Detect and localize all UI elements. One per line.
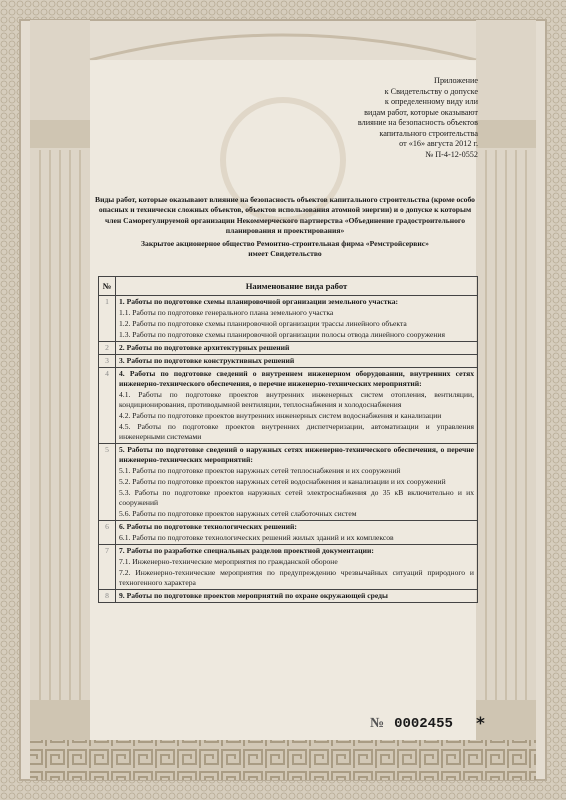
has-certificate: имеет Свидетельство — [248, 249, 322, 259]
row-number: 8 — [99, 590, 116, 603]
work-type-title: 7. Работы по разработке специальных разделов проектной документации: — [119, 546, 374, 555]
table-row — [99, 368, 478, 444]
table-row — [99, 590, 478, 603]
table-row — [99, 355, 478, 368]
appendix-note — [278, 76, 478, 160]
table-body — [99, 296, 478, 603]
row-content — [116, 355, 478, 368]
work-type-title: 1. Работы по подготовке схемы планировочной организации земельного участка: — [119, 297, 399, 306]
row-number: 2 — [99, 342, 116, 355]
document-heading — [95, 195, 475, 259]
appendix-line: видам работ, которые оказывают — [364, 107, 478, 117]
work-subtype: 7.1. Инженерно-технические мероприятия по гражданской обороне — [119, 557, 338, 566]
work-subtype: 5.6. Работы по подготовке проектов наружных сетей слаботочных систем — [119, 509, 357, 518]
appendix-line: Приложение — [434, 76, 478, 85]
row-content — [116, 444, 478, 521]
work-subtype: 4.5. Работы по подготовке проектов внутренних диспетчеризации, автоматизации и управления инженерными системами — [119, 422, 474, 441]
work-subtype: 1.2. Работы по подготовке схемы планировочной организации трассы линейного объекта — [119, 319, 407, 328]
column-header-number: № — [99, 277, 116, 296]
serial-number — [370, 716, 453, 732]
work-subtype: 4.1. Работы по подготовке проектов внутренних инженерных систем отопления, вентиляции, кондиционирования, противодымной вентиляции, теплоснабжения и холодоснабжения — [119, 390, 474, 409]
work-subtype: 5.1. Работы по подготовке проектов наружных сетей теплоснабжения и их сооружений — [119, 466, 401, 475]
work-type-title: 6. Работы по подготовке технологических решений: — [119, 522, 297, 531]
number-sign: № — [370, 716, 385, 731]
appendix-line: капитального строительства — [379, 128, 478, 138]
work-subtype: 1.1. Работы по подготовке генерального плана земельного участка — [119, 308, 334, 317]
table-row — [99, 545, 478, 590]
appendix-line: к определенному виду или — [384, 97, 478, 106]
column-header-name: Наименование вида работ — [116, 277, 478, 296]
work-type-title: 4. Работы по подготовке сведений о внутреннем инженерном оборудовании, внутренних сетях инженерно-технического обеспечения, о перечне инженерно-технических мероприятий: — [119, 369, 474, 388]
asterisk-mark: * — [476, 714, 485, 734]
row-content — [116, 368, 478, 444]
row-content — [116, 521, 478, 545]
row-number: 5 — [99, 444, 116, 521]
company-name: Закрытое акционерное общество Ремонтно-строительная фирма «Ремстройсервис» — [141, 238, 429, 248]
row-content — [116, 296, 478, 342]
work-subtype: 4.2. Работы по подготовке проектов внутренних инженерных систем водоснабжения и канализации — [119, 411, 442, 420]
serial-value: 0002455 — [394, 716, 453, 732]
work-subtype: 7.2. Инженерно-технические мероприятия по предупреждению чрезвычайных ситуаций природного и техногенного характера — [119, 568, 474, 587]
row-content — [116, 342, 478, 355]
table-row — [99, 296, 478, 342]
table-row — [99, 342, 478, 355]
appendix-line: влияние на безопасность объектов — [357, 118, 478, 127]
work-subtype: 6.1. Работы по подготовке технологических решений жилых зданий и их комплексов — [119, 533, 394, 542]
work-type-title: 3. Работы по подготовке конструктивных решений — [119, 356, 295, 365]
heading-text: Виды работ, которые оказывают влияние на безопасность объектов капитального строительства (кроме особо опасных и технически сложных объектов, объектов использования атомной энергии) и о допуске к которым член Саморегулируемой организации Некоммерческого партнерства «Объединение градостроительного планирования и проектирования» — [95, 195, 475, 236]
row-number: 3 — [99, 355, 116, 368]
row-number: 7 — [99, 545, 116, 590]
work-subtype: 1.3. Работы по подготовке схемы планировочной организации полосы отвода линейного сооружения — [119, 330, 445, 339]
appendix-line: к Свидетельству о допуске — [384, 86, 478, 96]
work-subtype: 5.3. Работы по подготовке проектов наружных сетей электроснабжения до 35 кВ включительно и их сооружений — [119, 488, 474, 507]
table-row — [99, 521, 478, 545]
appendix-number: № П-4-12-0552 — [425, 149, 478, 159]
row-content — [116, 545, 478, 590]
work-type-title: 9. Работы по подготовке проектов мероприятий по охране окружающей среды — [119, 591, 388, 600]
works-table — [98, 276, 478, 603]
table-header-row — [99, 277, 478, 296]
table-row — [99, 444, 478, 521]
row-number: 4 — [99, 368, 116, 444]
work-type-title: 5. Работы по подготовке сведений о наружных сетях инженерно-технического обеспечения, о перечне инженерно-технических мероприятий: — [119, 445, 474, 464]
appendix-date: от «16» августа 2012 г. — [399, 139, 478, 148]
work-subtype: 5.2. Работы по подготовке проектов наружных сетей водоснабжения и канализации и их сооружений — [119, 477, 446, 486]
row-number: 6 — [99, 521, 116, 545]
row-number: 1 — [99, 296, 116, 342]
work-type-title: 2. Работы по подготовке архитектурных решений — [119, 343, 290, 352]
row-content — [116, 590, 478, 603]
